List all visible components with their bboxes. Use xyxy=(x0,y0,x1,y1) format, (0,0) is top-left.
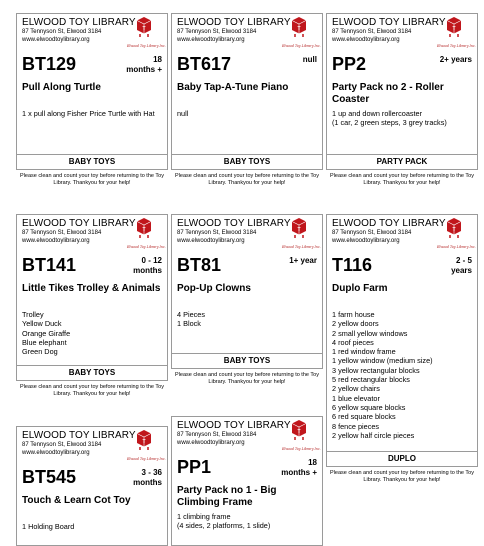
library-name: ELWOOD TOY LIBRARY xyxy=(332,17,446,28)
toy-code: BT545 xyxy=(22,467,77,487)
logo-caption: Elwood Toy Library Inc. xyxy=(127,245,166,249)
library-name: ELWOOD TOY LIBRARY xyxy=(177,420,291,431)
toy-contents: 1 farm house 2 yellow doors 2 small yellow windows 4 roof pieces 1 red window frame 1 yellow window (medium size) 3 yellow rectangular blocks 5 red rectangular blocks 2 yellow chairs 1 blue elevator 6 yellow square blocks 6 red square blocks 8 fence pieces 2 yellow half circle pieces xyxy=(332,310,433,440)
toy-category: BABY TOYS xyxy=(17,154,167,169)
return-note: Please clean and count your toy before returning to the Toy Library. Thankyou for your help! xyxy=(20,384,164,397)
toy-contents: 1 x pull along Fisher Price Turtle with Hat xyxy=(22,109,155,118)
toy-category: DUPLO xyxy=(327,451,477,466)
age-range: 18 months + xyxy=(281,458,317,477)
toy-name: Little Tikes Trolley & Animals xyxy=(22,283,161,294)
age-range: 2+ years xyxy=(439,55,472,64)
toy-contents: null xyxy=(177,109,189,118)
label-card xyxy=(16,214,168,381)
label-header xyxy=(172,215,322,251)
library-address: 87 Tennyson St, Elwood 3184 www.elwoodtoylibrary.org xyxy=(177,29,257,43)
label-card xyxy=(171,416,323,546)
logo-caption: Elwood Toy Library Inc. xyxy=(127,44,166,48)
library-name: ELWOOD TOY LIBRARY xyxy=(22,218,136,229)
age-range: 1+ year xyxy=(289,256,317,265)
library-address: 87 Tennyson St, Elwood 3184 www.elwoodtoylibrary.org xyxy=(22,29,102,43)
toy-category: BABY TOYS xyxy=(172,353,322,368)
toy-code: BT129 xyxy=(22,54,77,74)
toy-contents: 1 Holding Board xyxy=(22,522,75,531)
logo-caption: Elwood Toy Library Inc. xyxy=(437,44,476,48)
label-header xyxy=(172,417,322,453)
svg-text:T: T xyxy=(297,26,301,32)
toy-library-logo xyxy=(127,429,166,461)
return-note: Please clean and count your toy before returning to the Toy Library. Thankyou for your help! xyxy=(330,173,474,186)
toy-name: Touch & Learn Cot Toy xyxy=(22,495,131,506)
label-card xyxy=(171,214,323,369)
svg-text:T: T xyxy=(142,227,146,233)
library-name: ELWOOD TOY LIBRARY xyxy=(332,218,446,229)
toy-name: Pop-Up Clowns xyxy=(177,283,251,294)
label-card xyxy=(326,214,478,467)
logo-caption: Elwood Toy Library Inc. xyxy=(282,447,321,451)
toy-category: BABY TOYS xyxy=(172,154,322,169)
label-header xyxy=(327,215,477,251)
age-range: 2 - 5 years xyxy=(451,256,472,275)
svg-text:T: T xyxy=(297,429,301,435)
toy-contents: 4 Pieces 1 Block xyxy=(177,310,205,329)
label-header xyxy=(172,14,322,50)
svg-text:T: T xyxy=(142,26,146,32)
logo-caption: Elwood Toy Library Inc. xyxy=(437,245,476,249)
library-address: 87 Tennyson St, Elwood 3184 www.elwoodtoylibrary.org xyxy=(332,29,412,43)
toy-name: Party Pack no 1 - Big Climbing Frame xyxy=(177,485,277,508)
svg-text:T: T xyxy=(297,227,301,233)
toy-contents: Trolley Yellow Duck Orange Giraffe Blue elephant Green Dog xyxy=(22,310,71,357)
toy-category: PARTY PACK xyxy=(327,154,477,169)
library-name: ELWOOD TOY LIBRARY xyxy=(22,17,136,28)
toy-contents: 1 up and down rollercoaster (1 car, 2 green steps, 3 grey tracks) xyxy=(332,109,447,128)
svg-text:T: T xyxy=(452,26,456,32)
toy-category: BABY TOYS xyxy=(17,365,167,380)
label-card xyxy=(326,13,478,170)
toy-library-logo xyxy=(437,217,476,249)
toy-code: BT617 xyxy=(177,54,232,74)
logo-caption: Elwood Toy Library Inc. xyxy=(127,457,166,461)
library-address: 87 Tennyson St, Elwood 3184 www.elwoodtoylibrary.org xyxy=(332,230,412,244)
label-header xyxy=(17,215,167,251)
age-range: 18 months + xyxy=(126,55,162,74)
toy-library-logo xyxy=(282,419,321,451)
svg-text:T: T xyxy=(452,227,456,233)
label-header xyxy=(17,14,167,50)
toy-library-logo xyxy=(282,16,321,48)
label-header xyxy=(17,427,167,463)
toy-contents: 1 climbing frame (4 sides, 2 platforms, 1 slide) xyxy=(177,512,271,531)
library-address: 87 Tennyson St, Elwood 3184 www.elwoodtoylibrary.org xyxy=(177,230,257,244)
toy-code: BT81 xyxy=(177,255,222,275)
library-name: ELWOOD TOY LIBRARY xyxy=(177,218,291,229)
library-address: 87 Tennyson St, Elwood 3184 www.elwoodtoylibrary.org xyxy=(22,442,102,456)
library-address: 87 Tennyson St, Elwood 3184 www.elwoodtoylibrary.org xyxy=(177,432,257,446)
toy-library-logo xyxy=(437,16,476,48)
return-note: Please clean and count your toy before returning to the Toy Library. Thankyou for your help! xyxy=(175,173,319,186)
label-card xyxy=(16,13,168,170)
library-name: ELWOOD TOY LIBRARY xyxy=(22,430,136,441)
return-note: Please clean and count your toy before returning to the Toy Library. Thankyou for your help! xyxy=(175,372,319,385)
toy-library-logo xyxy=(127,217,166,249)
toy-name: Baby Tap-A-Tune Piano xyxy=(177,82,289,93)
logo-caption: Elwood Toy Library Inc. xyxy=(282,245,321,249)
toy-library-logo xyxy=(282,217,321,249)
toy-code: PP2 xyxy=(332,54,367,74)
label-card xyxy=(171,13,323,170)
toy-name: Party Pack no 2 - Roller Coaster xyxy=(332,82,444,105)
age-range: 3 - 36 months xyxy=(133,468,162,487)
age-range: 0 - 12 months xyxy=(133,256,162,275)
label-header xyxy=(327,14,477,50)
toy-code: PP1 xyxy=(177,457,212,477)
svg-text:T: T xyxy=(142,439,146,445)
label-card xyxy=(16,426,168,546)
toy-name: Duplo Farm xyxy=(332,283,388,294)
toy-code: BT141 xyxy=(22,255,77,275)
return-note: Please clean and count your toy before returning to the Toy Library. Thankyou for your help! xyxy=(20,173,164,186)
toy-library-logo xyxy=(127,16,166,48)
toy-name: Pull Along Turtle xyxy=(22,82,101,93)
logo-caption: Elwood Toy Library Inc. xyxy=(282,44,321,48)
library-address: 87 Tennyson St, Elwood 3184 www.elwoodtoylibrary.org xyxy=(22,230,102,244)
toy-code: T116 xyxy=(332,255,373,275)
age-range: null xyxy=(302,55,317,64)
return-note: Please clean and count your toy before returning to the Toy Library. Thankyou for your help! xyxy=(330,470,474,483)
library-name: ELWOOD TOY LIBRARY xyxy=(177,17,291,28)
